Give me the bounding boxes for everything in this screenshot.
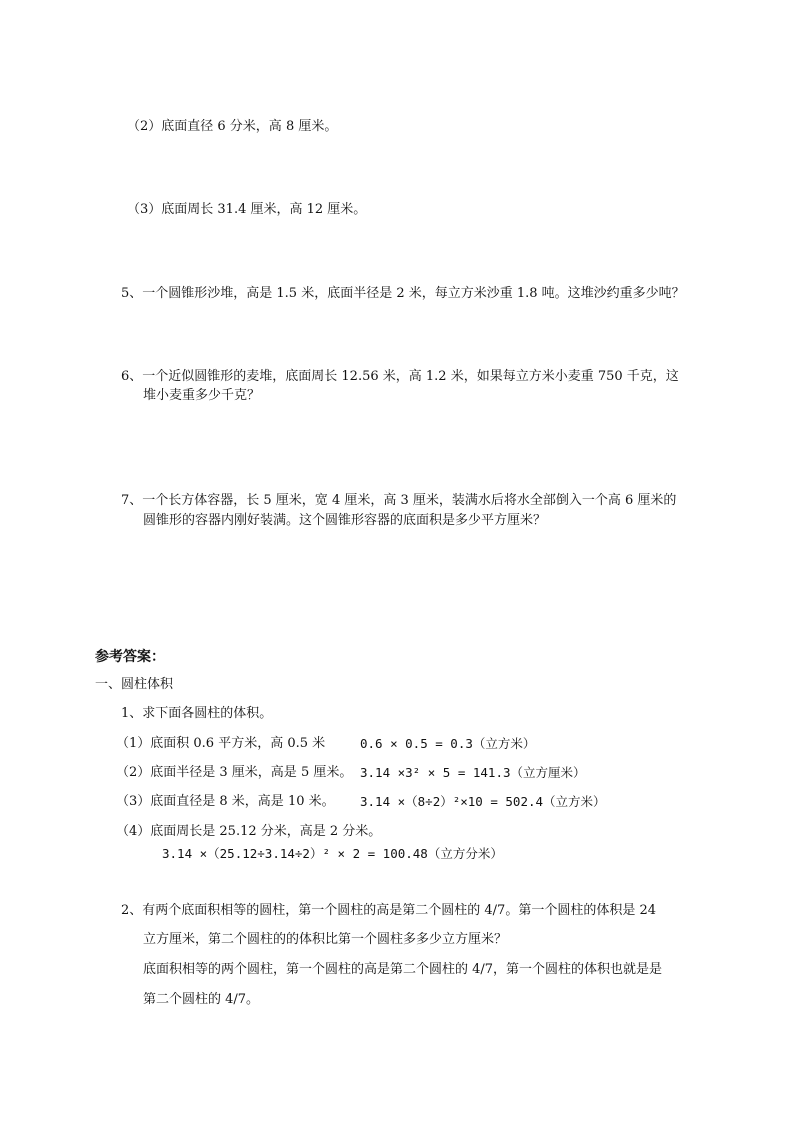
answer-question-2-line2: 立方厘米，第二个圆柱的的体积比第一个圆柱多多少立方厘米？	[143, 932, 508, 947]
question-6-line1: 6、一个近似圆锥形的麦堆，底面周长 12.56 米，高 1.2 米，如果每立方米小麦重 750 千克，这	[121, 369, 679, 384]
question-7-line2: 圆锥形的容器内刚好装满。这个圆锥形容器的底面积是多少平方厘米？	[143, 513, 547, 528]
answers-heading: 参考答案：	[95, 649, 165, 665]
answer-question-2-line1: 2、有两个底面积相等的圆柱，第一个圆柱的高是第二个圆柱的 4/7。第一个圆柱的体积是 24	[121, 903, 657, 918]
answer-2-explanation-line2: 第二个圆柱的 4/7。	[143, 992, 260, 1007]
answer-4-question: （4）底面周长是 25.12 分米，高是 2 分米。	[116, 824, 382, 839]
answer-3-calc: 3.14 ×（8÷2）²×10 = 502.4（立方米）	[360, 794, 606, 809]
answer-4-calc: 3.14 ×（25.12÷3.14÷2）² × 2 = 100.48（立方分米）	[162, 846, 503, 861]
question-6-line2: 堆小麦重多少千克？	[143, 388, 261, 403]
answer-2-calc: 3.14 ×3² × 5 = 141.3（立方厘米）	[360, 765, 586, 780]
question-4-2: （2）底面直径 6 分米，高 8 厘米。	[127, 119, 338, 134]
answer-1-question: （1）底面积 0.6 平方米，高 0.5 米	[116, 736, 326, 751]
question-7-line1: 7、一个长方体容器，长 5 厘米，宽 4 厘米，高 3 厘米，装满水后将水全部倒入一个高 6 厘米的	[121, 493, 677, 508]
answer-2-explanation-line1: 底面积相等的两个圆柱，第一个圆柱的高是第二个圆柱的 4/7，第一个圆柱的体积也就是是	[143, 962, 663, 977]
question-5: 5、一个圆锥形沙堆，高是 1.5 米，底面半径是 2 米，每立方米沙重 1.8 吨。这堆沙约重多少吨？	[121, 286, 685, 301]
question-4-3: （3）底面周长 31.4 厘米，高 12 厘米。	[127, 202, 367, 217]
answer-1-calc: 0.6 × 0.5 = 0.3（立方米）	[360, 736, 536, 751]
answer-3-question: （3）底面直径是 8 米，高是 10 米。	[116, 794, 335, 809]
answer-subheading-1: 1、求下面各圆柱的体积。	[121, 706, 273, 721]
section-heading-cylinder-volume: 一、圆柱体积	[95, 677, 174, 692]
answer-2-question: （2）底面半径是 3 厘米，高是 5 厘米。	[116, 765, 353, 780]
